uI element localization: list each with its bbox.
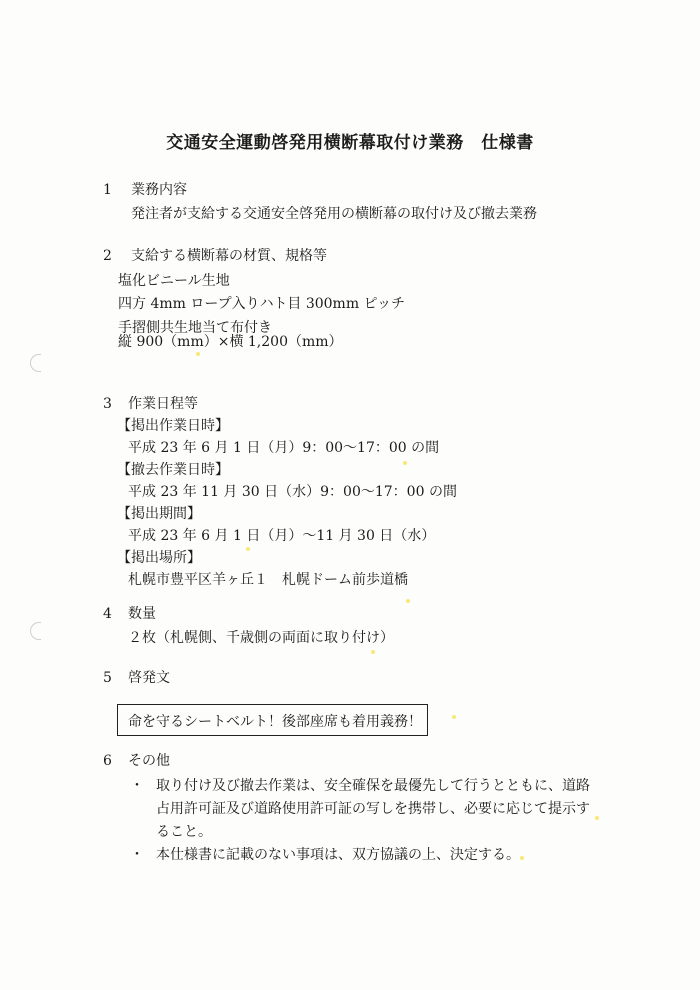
- section-2-line: 四方 4mm ロープ入りハト目 300mm ピッチ: [118, 296, 405, 312]
- punch-hole-top: [30, 354, 41, 372]
- punch-hole-bottom: [30, 622, 41, 640]
- section-1-line: 発注者が支給する交通安全啓発用の横断幕の取付け及び撤去業務: [131, 206, 537, 222]
- scan-speck: [246, 547, 250, 551]
- section-2-number: 2: [103, 248, 112, 264]
- bullet-marker: ・: [130, 778, 144, 794]
- section-3-label: 【撤去作業日時】: [117, 462, 229, 478]
- document-title: 交通安全運動啓発用横断幕取付け業務 仕様書: [166, 133, 534, 153]
- section-5-number: 5: [103, 670, 112, 686]
- section-1-number: 1: [103, 182, 112, 198]
- section-5-heading: 啓発文: [128, 670, 170, 686]
- section-3-heading: 作業日程等: [128, 396, 198, 412]
- section-3-number: 3: [103, 396, 112, 412]
- scan-speck: [406, 599, 410, 603]
- scan-speck: [520, 856, 524, 860]
- section-2-heading: 支給する横断幕の材質、規格等: [131, 248, 327, 264]
- scan-speck: [403, 461, 407, 465]
- bullet-1-line: 占用許可証及び道路使用許可証の写しを携帯し、必要に応じて提示す: [156, 801, 590, 817]
- section-3-line: 札幌市豊平区羊ヶ丘１ 札幌ドーム前歩道橋: [128, 572, 408, 588]
- section-4-heading: 数量: [128, 606, 156, 622]
- section-3-label: 【掲出場所】: [117, 550, 201, 566]
- section-2-line: 塩化ビニール生地: [118, 273, 230, 289]
- section-3-line: 平成 23 年 11 月 30 日（水）9：00～17：00 の間: [128, 484, 457, 500]
- slogan-text: 命を守るシートベルト！後部座席も着用義務！: [128, 714, 422, 730]
- section-6-heading: その他: [128, 753, 170, 769]
- section-2-line: 縦 900（mm）×横 1,200（mm）: [118, 334, 343, 350]
- bullet-2-line: 本仕様書に記載のない事項は、双方協議の上、決定する。: [156, 847, 520, 863]
- section-4-line: ２枚（札幌側、千歳側の両面に取り付け）: [128, 630, 394, 646]
- section-4-number: 4: [103, 606, 112, 622]
- scan-speck: [452, 715, 456, 719]
- section-2-line: 手摺側共生地当て布付き: [118, 320, 272, 336]
- slogan-box: [117, 704, 428, 736]
- section-6-number: 6: [103, 753, 112, 769]
- scan-speck: [371, 650, 375, 654]
- section-1-heading: 業務内容: [131, 182, 187, 198]
- section-3-line: 平成 23 年 6 月 1 日（月）～11 月 30 日（水）: [128, 528, 436, 544]
- scan-speck: [595, 816, 599, 820]
- section-3-label: 【掲出作業日時】: [117, 418, 229, 434]
- bullet-1-line: 取り付け及び撤去作業は、安全確保を最優先して行うとともに、道路: [156, 778, 590, 794]
- scan-speck: [196, 352, 200, 356]
- bullet-marker: ・: [130, 847, 144, 863]
- bullet-1-line: ること。: [156, 824, 212, 840]
- section-3-line: 平成 23 年 6 月 1 日（月）9：00～17：00 の間: [128, 440, 440, 456]
- section-3-label: 【掲出期間】: [117, 506, 201, 522]
